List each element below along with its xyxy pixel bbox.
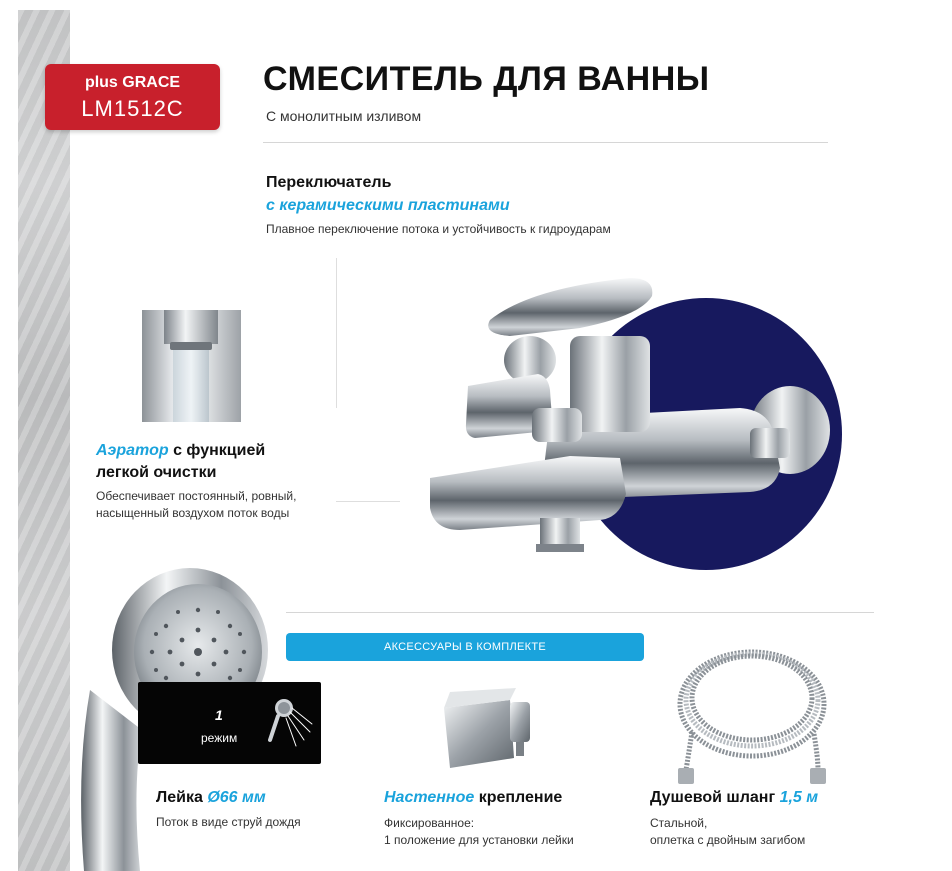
shower-head-title-text: Лейка <box>156 789 208 806</box>
spray-mode-count: 1 <box>215 707 223 723</box>
aerator-title-line2: легкой очистки <box>96 464 217 481</box>
marble-strip <box>18 10 70 871</box>
rain-spray-icon <box>268 696 314 752</box>
pointer-line-vertical <box>336 258 337 408</box>
accessories-banner: АКСЕССУАРЫ В КОМПЛЕКТЕ <box>286 633 644 661</box>
switch-description: Плавное переключение потока и устойчивость к гидроударам <box>266 222 611 236</box>
aerator-accent: Аэратор <box>96 442 169 459</box>
shower-head-diameter: Ø66 мм <box>207 789 266 806</box>
aerator-title <box>96 440 265 484</box>
brand-model: LM1512C <box>81 96 184 121</box>
brand-series: plus GRACE <box>84 74 181 91</box>
holder-desc-line1: Фиксированное: <box>384 816 475 830</box>
holder-title-rest: крепление <box>474 789 563 806</box>
switch-title: Переключатель <box>266 174 392 191</box>
pointer-line-aerator <box>336 501 400 502</box>
aerator-photo <box>142 310 241 422</box>
aerator-description <box>96 488 296 522</box>
brand-badge <box>45 64 220 130</box>
hose-desc-line2: оплетка с двойным загибом <box>650 833 806 847</box>
holder-title <box>384 789 562 807</box>
shower-head-title <box>156 789 266 807</box>
divider-accessories <box>286 612 874 613</box>
holder-accent: Настенное <box>384 789 475 806</box>
faucet-image <box>420 268 840 558</box>
page-subtitle: С монолитным изливом <box>266 108 422 124</box>
aerator-title-rest: с функцией <box>168 442 266 459</box>
holder-description <box>384 815 574 849</box>
switch-accent: с керамическими пластинами <box>266 197 510 214</box>
aerator-desc-line2: насыщенный воздухом поток воды <box>96 506 290 520</box>
wall-holder-image <box>440 688 535 770</box>
hose-length: 1,5 м <box>779 789 819 806</box>
hose-title-text: Душевой шланг <box>650 789 780 806</box>
spray-mode-label: режим <box>201 731 238 745</box>
holder-desc-line2: 1 положение для установки лейки <box>384 833 574 847</box>
shower-head-description: Поток в виде струй дождя <box>156 815 301 829</box>
page-title: СМЕСИТЕЛЬ ДЛЯ ВАННЫ <box>263 60 710 98</box>
shower-hose-image <box>668 640 836 788</box>
hose-desc-line1: Стальной, <box>650 816 708 830</box>
hose-description <box>650 815 805 849</box>
hose-title <box>650 789 818 807</box>
aerator-desc-line1: Обеспечивает постоянный, ровный, <box>96 489 297 503</box>
divider-top <box>263 142 828 143</box>
